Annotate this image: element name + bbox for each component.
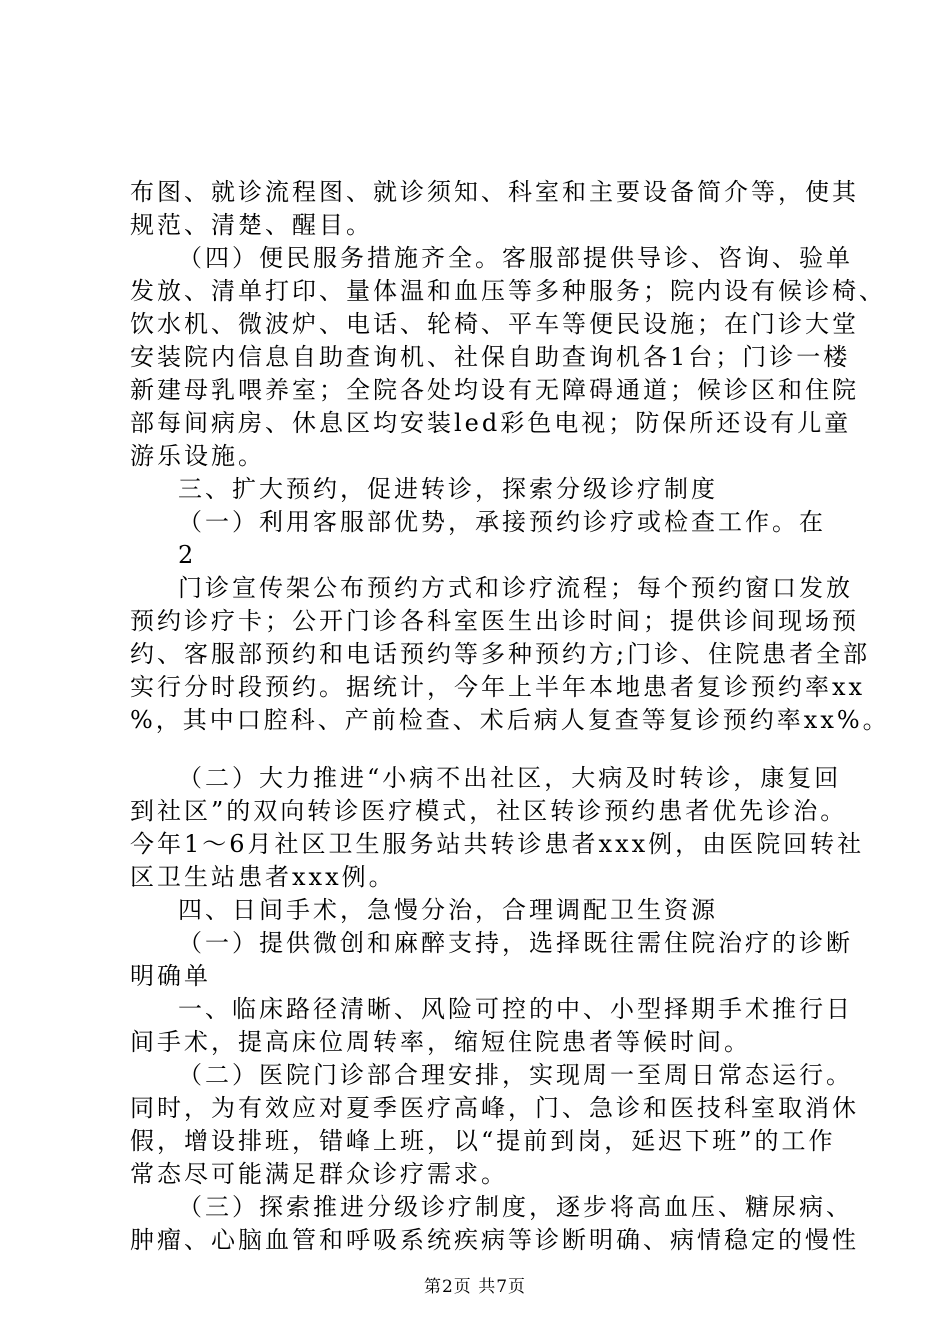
section-heading: 三、扩大预约，促进转诊，探索分级诊疗制度 [178, 475, 718, 503]
text-line: 区卫生站患者xxx例。 [130, 863, 396, 891]
text-line: 假，增设排班，错峰上班，以“提前到岗，延迟下班”的工作 [130, 1127, 836, 1155]
section-heading: 四、日间手术，急慢分治，合理调配卫生资源 [178, 896, 718, 924]
paragraph-heading: （四）便民服务措施齐全。客服部提供导诊、咨询、验单 [178, 244, 853, 272]
text-line: 实行分时段预约。据统计，今年上半年本地患者复诊预约率xx [130, 673, 866, 701]
text-line: 游乐设施。 [130, 442, 265, 470]
text-line: 部每间病房、休息区均安装led彩色电视；防保所还设有儿童 [130, 409, 852, 437]
text-line: %，其中口腔科、产前检查、术后病人复查等复诊预约率xx%。 [130, 706, 890, 734]
paragraph-heading: （三）探索推进分级诊疗制度，逐步将高血压、糖尿病、 [178, 1193, 853, 1221]
text-line: 一、临床路径清晰、风险可控的中、小型择期手术推行日 [178, 995, 853, 1023]
text-line: 间手术，提高床位周转率，缩短住院患者等候时间。 [130, 1028, 751, 1056]
text-line: 今年1～6月社区卫生服务站共转诊患者xxx例，由医院回转社 [130, 830, 865, 858]
text-line: 安装院内信息自助查询机、社保自助查询机各1台；门诊一楼 [130, 343, 851, 371]
text-line: 到社区”的双向转诊医疗模式，社区转诊预约患者优先诊治。 [130, 797, 848, 825]
text-line: 预约诊疗卡；公开门诊各科室医生出诊时间；提供诊间现场预 [130, 607, 859, 635]
paragraph-heading: （二）大力推进“小病不出社区，大病及时转诊，康复回 [178, 764, 842, 792]
text-line: 发放、清单打印、量体温和血压等多种服务；院内设有候诊椅、 [130, 277, 886, 305]
text-line: 常态尽可能满足群众诊疗需求。 [130, 1160, 508, 1188]
paragraph-heading: （一）利用客服部优势，承接预约诊疗或检查工作。在 [178, 508, 826, 536]
text-line: 约、客服部预约和电话预约等多种预约方;门诊、住院患者全部 [130, 640, 871, 668]
text-line: 肿瘤、心脑血管和呼吸系统疾病等诊断明确、病情稳定的慢性 [130, 1226, 859, 1254]
text-line: 门诊宣传架公布预约方式和诊疗流程；每个预约窗口发放 [178, 574, 853, 602]
text-line: 饮水机、微波炉、电话、轮椅、平车等便民设施；在门诊大堂 [130, 310, 859, 338]
text-line: 规范、清楚、醒目。 [130, 211, 373, 239]
text-line: 新建母乳喂养室；全院各处均设有无障碍通道；候诊区和住院 [130, 376, 859, 404]
text-line: 同时，为有效应对夏季医疗高峰，门、急诊和医技科室取消休 [130, 1094, 859, 1122]
page-footer: 第2页 共7页 [423, 1277, 527, 1297]
page-number-inline: 2 [178, 541, 197, 569]
paragraph-heading: （二）医院门诊部合理安排，实现周一至周日常态运行。 [178, 1061, 853, 1089]
paragraph-heading: （一）提供微创和麻醉支持，选择既往需住院治疗的诊断 [178, 929, 853, 957]
text-line: 明确单 [130, 962, 211, 990]
text-line: 布图、就诊流程图、就诊须知、科室和主要设备简介等，使其 [130, 178, 859, 206]
